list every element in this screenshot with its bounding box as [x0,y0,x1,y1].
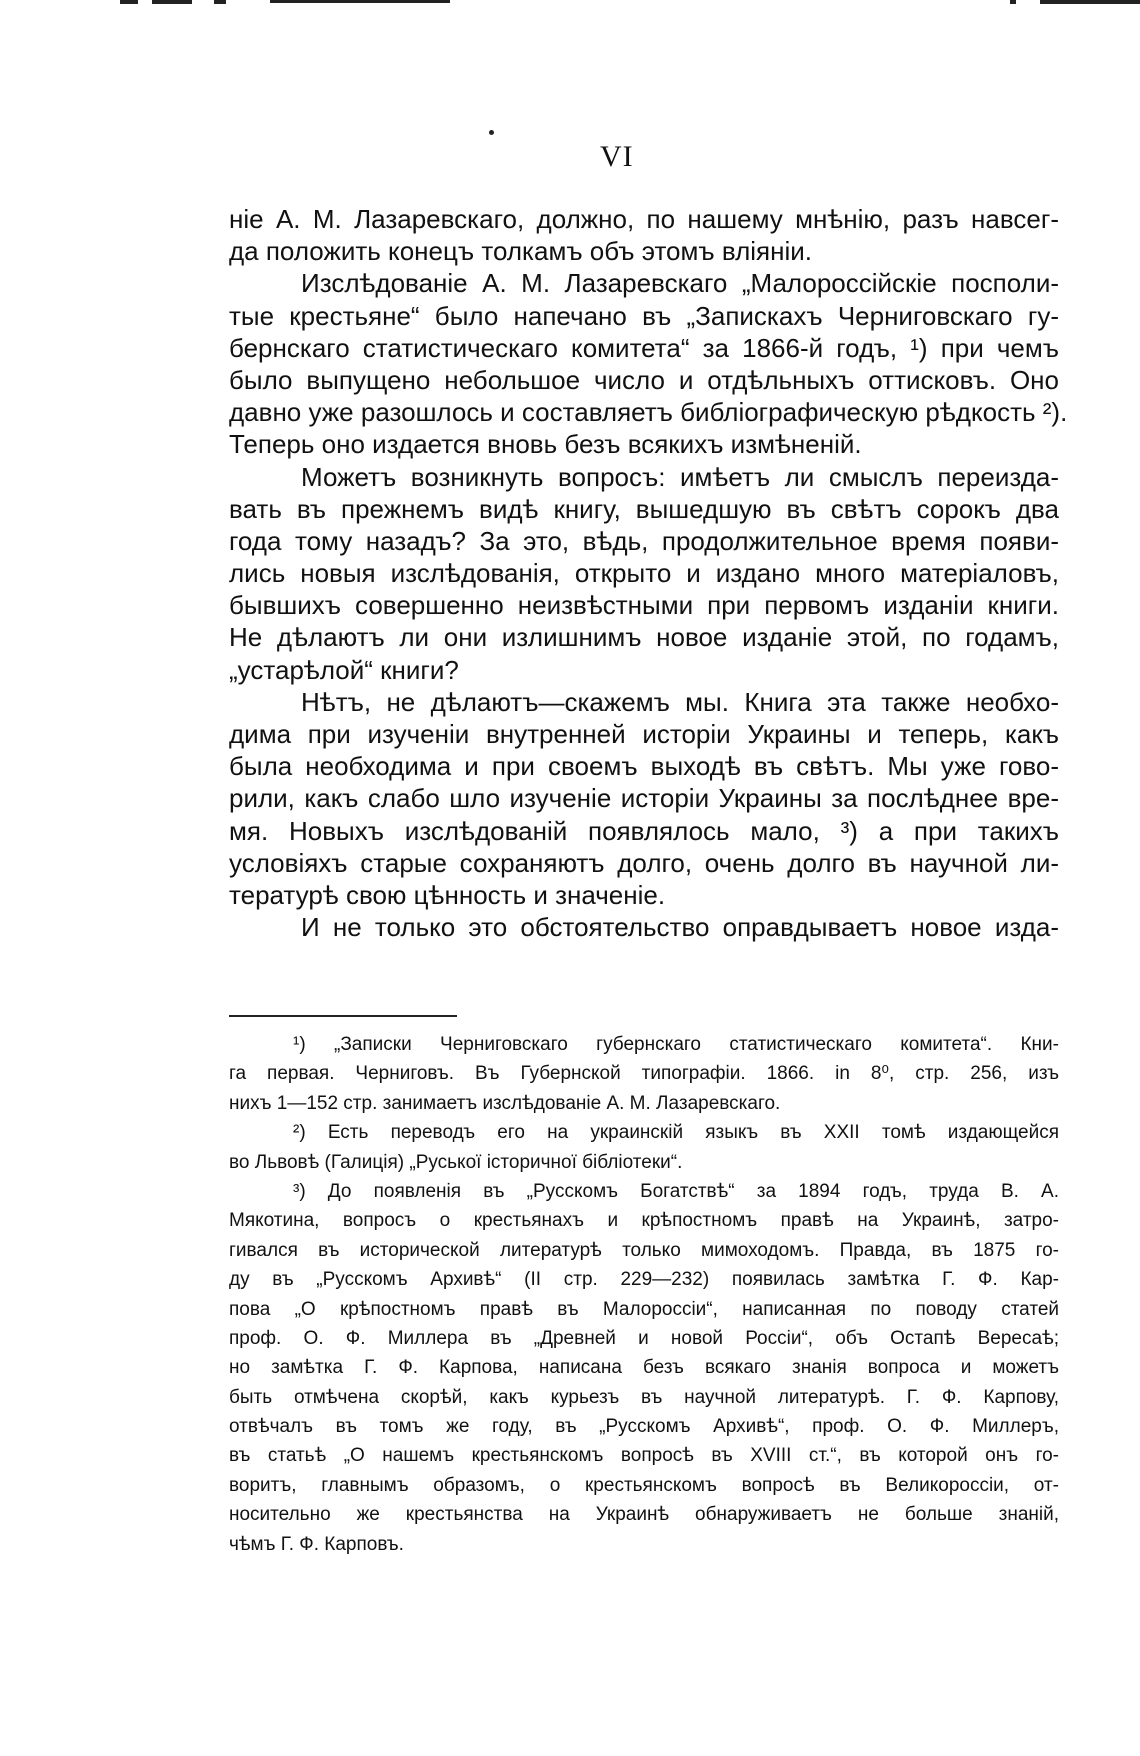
text-line: было выпущено небольшое число и отдѣльныхъ оттисковъ. Оно [229,364,1059,395]
text-line: давно уже разошлось и составляетъ библіографическую рѣдкость ²). [229,397,1068,428]
text-line: мя. Новыхъ изслѣдованій появлялось мало, ³) а при такихъ [229,815,1059,846]
footnote-line: ³) До появленія въ „Русскомъ Богатствѣ“ за 1894 годъ, труда В. А. [293,1180,1059,1202]
text-line: тературѣ свою цѣнность и значеніе. [229,879,666,910]
text-line: Нѣтъ, не дѣлаютъ—скажемъ мы. Книга эта также необхо- [301,686,1059,717]
footnotes [229,1030,1059,1559]
footnote-line: гивался въ исторической литературѣ только мимоходомъ. Правда, въ 1875 го- [229,1239,1059,1261]
text-line: тые крестьяне“ было напечано въ „Запискахъ Черниговскаго гу- [229,300,1059,331]
text-line: „устарѣлой“ книги? [229,654,459,685]
footnote-line: во Львовѣ (Галиція) „Руської історичної бібліотеки“. [229,1151,683,1173]
main-text [229,203,1068,943]
page-number: VI [600,140,634,173]
text-line: Не дѣлаютъ ли они излишнимъ новое изданіе этой, по годамъ, [229,622,1059,653]
footnote-line: отвѣчалъ въ томъ же году, въ „Русскомъ Архивѣ“, проф. О. Ф. Миллеръ, [229,1416,1059,1438]
footnote-line: пова „О крѣпостномъ правѣ въ Малороссіи“, написанная по поводу статей [229,1298,1059,1320]
text-line: бернскаго статистическаго комитета“ за 1866-й годъ, ¹) при чемъ [229,332,1059,363]
footnote-separator [229,1015,457,1017]
text-line: ніе А. М. Лазаревскаго, должно, по нашему мнѣнію, разъ навсег- [229,204,1059,234]
footnote-line: воритъ, главнымъ образомъ, о крестьянскомъ вопросѣ въ Великороссіи, от- [229,1474,1059,1496]
text-line: года тому назадъ? За это, вѣдь, продолжительное время появи- [229,525,1059,556]
footnote-line: въ статьѣ „О нашемъ крестьянскомъ вопросѣ въ XVIII ст.“, въ которой онъ го- [229,1445,1059,1467]
ink-dot [489,130,494,135]
text-line: вать въ прежнемъ видѣ книгу, вышедшую въ свѣтъ сорокъ два [229,493,1059,524]
text-line: лись новыя изслѣдованія, открыто и издано много матеріаловъ, [229,558,1059,589]
text-line: И не только это обстоятельство оправдываетъ новое изда- [301,912,1059,943]
footnote-line: проф. О. Ф. Миллера въ „Древней и новой Россіи“, объ Остапѣ Вересаѣ; [229,1327,1059,1349]
footnote-line: нихъ 1—152 стр. занимаетъ изслѣдованіе А. М. Лазаревскаго. [229,1092,781,1114]
text-line: бывшихъ совершенно неизвѣстными при первомъ изданіи книги. [229,590,1059,621]
text-line: дима при изученіи внутренней исторіи Украины и теперь, какъ [229,719,1059,749]
footnote-line: Мякотина, вопросъ о крестьянахъ и крѣпостномъ правѣ на Украинѣ, затро- [229,1210,1059,1232]
footnote-line: ²) Есть переводъ его на украинскій языкъ въ XXII томѣ издающейся [293,1122,1059,1144]
text-line: была необходима и при своемъ выходѣ въ свѣтъ. Мы уже гово- [229,751,1059,782]
footnote-line: быть отмѣчена скорѣй, какъ курьезъ въ научной литературѣ. Г. Ф. Карпову, [229,1386,1059,1408]
text-line: рили, какъ слабо шло изученіе исторіи Украины за послѣднее вре- [229,783,1059,814]
text-line: Можетъ возникнуть вопросъ: имѣетъ ли смыслъ переизда- [301,461,1059,492]
footnote-line: носительно же крестьянства на Украинѣ обнаруживаетъ не больше знаній, [229,1504,1059,1526]
text-line: Теперь оно издается вновь безъ всякихъ измѣненій. [229,429,862,460]
footnote-line: ¹) „Записки Черниговскаго губернскаго статистическаго комитета“. Кни- [293,1034,1059,1055]
scan-edge-artifact [0,0,1140,6]
footnote-line: га первая. Черниговъ. Въ Губернской типографіи. 1866. in 8⁰, стр. 256, изъ [229,1063,1059,1085]
footnote-line: но замѣтка Г. Ф. Карпова, написана безъ всякаго знанія вопроса и можетъ [229,1357,1059,1379]
text-line: да положить конецъ толкамъ объ этомъ вліяніи. [229,236,812,267]
text-line: Изслѣдованіе А. М. Лазаревскаго „Малороссійскіе посполи- [301,268,1059,299]
text-line: условіяхъ старые сохраняютъ долго, очень долго въ научной ли- [229,847,1059,878]
footnote-line: ду въ „Русскомъ Архивѣ“ (II стр. 229—232) появилась замѣтка Г. Ф. Кар- [229,1269,1059,1291]
footnote-line: чѣмъ Г. Ф. Карповъ. [229,1533,404,1555]
